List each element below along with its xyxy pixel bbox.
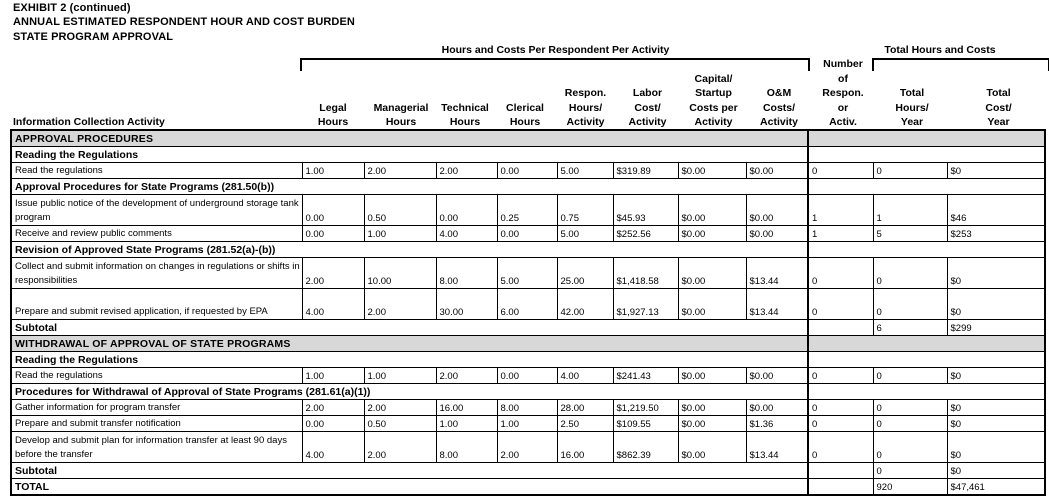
respon-hours-cell: 0.75: [557, 195, 613, 226]
respon-hours-cell: 5.00: [557, 226, 613, 242]
clerical-hours-cell: 1.00: [497, 416, 557, 432]
respon-hours-cell: 5.00: [557, 163, 613, 179]
legal-hours-cell: 2.00: [302, 400, 364, 416]
capital-cost-cell: $0.00: [678, 368, 746, 384]
number-respondents-cell: 0: [808, 400, 873, 416]
table-row: [11, 258, 1045, 289]
table-row: [11, 432, 1045, 463]
legal-hours-cell: 2.00: [302, 258, 364, 289]
table-row: [11, 416, 1045, 432]
total-cost-cell: $0: [947, 289, 1045, 320]
table-row: [11, 195, 1045, 226]
om-cost-cell: $13.44: [746, 258, 808, 289]
number-respondents-cell: 1: [808, 226, 873, 242]
total-cost-cell: $299: [947, 320, 1045, 336]
legal-hours-cell: 0.00: [302, 416, 364, 432]
labor-cost-cell: $1,418.58: [613, 258, 678, 289]
legal-hours-cell: 1.00: [302, 163, 364, 179]
om-cost-cell: $0.00: [746, 368, 808, 384]
total-cost-cell: $0: [947, 258, 1045, 289]
total-cost-cell: $0: [947, 416, 1045, 432]
table-row: [11, 400, 1045, 416]
om-cost-cell: $13.44: [746, 289, 808, 320]
activity-label: Gather information for program transfer: [11, 400, 302, 416]
section-blank: [808, 336, 1045, 352]
header-managerial-hours: Managerial Hours: [373, 101, 429, 129]
header-labor-cost: Labor Cost/ Activity: [628, 87, 667, 129]
subsection-header-row: [11, 179, 1045, 195]
labor-cost-cell: $1,219.50: [613, 400, 678, 416]
clerical-hours-cell: 0.25: [497, 195, 557, 226]
total-hours-cell: 0: [873, 463, 947, 479]
burden-table: [10, 129, 1046, 496]
activity-label: Issue public notice of the development of underground storage tank program: [11, 195, 302, 226]
capital-cost-cell: $0.00: [678, 400, 746, 416]
managerial-hours-cell: 1.00: [364, 368, 436, 384]
om-cost-cell: $13.44: [746, 432, 808, 463]
total-hours-cell: 5: [873, 226, 947, 242]
group-label-per-respondent: Hours and Costs Per Respondent Per Activity: [441, 44, 670, 56]
capital-cost-cell: $0.00: [678, 416, 746, 432]
table-row: [11, 368, 1045, 384]
legal-hours-cell: 4.00: [302, 289, 364, 320]
header-clerical-hours: Clerical Hours: [506, 101, 544, 129]
section-header-row: [11, 130, 1045, 147]
legal-hours-cell: 0.00: [302, 195, 364, 226]
subsection-blank: [808, 147, 1045, 163]
respon-hours-cell: 25.00: [557, 258, 613, 289]
number-respondents-cell: 0: [808, 163, 873, 179]
total-row: [11, 463, 1045, 479]
managerial-hours-cell: 10.00: [364, 258, 436, 289]
header-legal-hours: Legal Hours: [317, 101, 349, 129]
technical-hours-cell: 16.00: [436, 400, 497, 416]
technical-hours-cell: 2.00: [436, 163, 497, 179]
header-om-costs: O&M Costs/ Activity: [760, 87, 798, 129]
total-cost-cell: $0: [947, 432, 1045, 463]
subsection-header-row: [11, 242, 1045, 258]
total-row: [11, 320, 1045, 336]
total-cost-cell: $0: [947, 163, 1045, 179]
total-hours-cell: 1: [873, 195, 947, 226]
legal-hours-cell: 4.00: [302, 432, 364, 463]
subsection-header-row: [11, 147, 1045, 163]
total-hours-cell: 0: [873, 163, 947, 179]
labor-cost-cell: $252.56: [613, 226, 678, 242]
om-cost-cell: $1.36: [746, 416, 808, 432]
total-hours-cell: 0: [873, 368, 947, 384]
clerical-hours-cell: 8.00: [497, 400, 557, 416]
managerial-hours-cell: 2.00: [364, 289, 436, 320]
total-cost-cell: $47,461: [947, 479, 1045, 496]
total-hours-cell: 920: [873, 479, 947, 496]
om-cost-cell: $0.00: [746, 400, 808, 416]
total-number-cell: [808, 479, 873, 496]
labor-cost-cell: $109.55: [613, 416, 678, 432]
table-row: [11, 226, 1045, 242]
header-activity: Information Collection Activity: [13, 116, 165, 129]
clerical-hours-cell: 0.00: [497, 226, 557, 242]
clerical-hours-cell: 0.00: [497, 163, 557, 179]
header-number-respondents: Number of Respon. or Activ.: [822, 58, 864, 129]
clerical-hours-cell: 0.00: [497, 368, 557, 384]
header-total-cost: Total Cost/ Year: [985, 87, 1012, 129]
activity-label: Read the regulations: [11, 163, 302, 179]
total-number-cell: [808, 320, 873, 336]
managerial-hours-cell: 1.00: [364, 226, 436, 242]
subsection-blank: [808, 352, 1045, 368]
subsection-header-row: [11, 384, 1045, 400]
section-label: WITHDRAWAL OF APPROVAL OF STATE PROGRAMS: [11, 336, 808, 352]
legal-hours-cell: 1.00: [302, 368, 364, 384]
total-label: Subtotal: [11, 463, 808, 479]
exhibit-title-line-1: EXHIBIT 2 (continued): [13, 2, 131, 14]
header-technical-hours: Technical Hours: [441, 101, 489, 129]
managerial-hours-cell: 2.00: [364, 432, 436, 463]
total-cost-cell: $0: [947, 368, 1045, 384]
total-cost-cell: $46: [947, 195, 1045, 226]
total-number-cell: [808, 463, 873, 479]
number-respondents-cell: 0: [808, 368, 873, 384]
technical-hours-cell: 2.00: [436, 368, 497, 384]
clerical-hours-cell: 5.00: [497, 258, 557, 289]
respon-hours-cell: 4.00: [557, 368, 613, 384]
total-label: TOTAL: [11, 479, 808, 496]
technical-hours-cell: 0.00: [436, 195, 497, 226]
activity-label: Read the regulations: [11, 368, 302, 384]
respon-hours-cell: 42.00: [557, 289, 613, 320]
legal-hours-cell: 0.00: [302, 226, 364, 242]
total-cost-cell: $0: [947, 463, 1045, 479]
managerial-hours-cell: 2.00: [364, 400, 436, 416]
technical-hours-cell: 8.00: [436, 258, 497, 289]
table-row: [11, 163, 1045, 179]
total-row: [11, 479, 1045, 496]
managerial-hours-cell: 0.50: [364, 416, 436, 432]
activity-label: Collect and submit information on changes in regulations or shifts in responsibilities: [11, 258, 302, 289]
labor-cost-cell: $319.89: [613, 163, 678, 179]
section-label: APPROVAL PROCEDURES: [11, 130, 808, 147]
technical-hours-cell: 8.00: [436, 432, 497, 463]
activity-label: Develop and submit plan for information transfer at least 90 days before the transfer: [11, 432, 302, 463]
subsection-label: Procedures for Withdrawal of Approval of State Programs (281.61(a)(1)): [11, 384, 808, 400]
total-cost-cell: $253: [947, 226, 1045, 242]
number-respondents-cell: 0: [808, 416, 873, 432]
subsection-blank: [808, 384, 1045, 400]
respon-hours-cell: 16.00: [557, 432, 613, 463]
activity-label: Prepare and submit transfer notification: [11, 416, 302, 432]
section-header-row: [11, 336, 1045, 352]
group-label-totals: Total Hours and Costs: [884, 44, 996, 56]
labor-cost-cell: $1,927.13: [613, 289, 678, 320]
header-respon-hours: Respon. Hours/ Activity: [564, 87, 607, 129]
clerical-hours-cell: 2.00: [497, 432, 557, 463]
total-label: Subtotal: [11, 320, 808, 336]
header-capital-startup: Capital/ Startup Costs per Activity: [689, 72, 738, 129]
managerial-hours-cell: 2.00: [364, 163, 436, 179]
exhibit-title-line-3: STATE PROGRAM APPROVAL: [13, 31, 174, 43]
labor-cost-cell: $45.93: [613, 195, 678, 226]
number-respondents-cell: 0: [808, 432, 873, 463]
managerial-hours-cell: 0.50: [364, 195, 436, 226]
capital-cost-cell: $0.00: [678, 432, 746, 463]
labor-cost-cell: $862.39: [613, 432, 678, 463]
total-hours-cell: 0: [873, 289, 947, 320]
header-total-hours: Total Hours/ Year: [895, 87, 929, 129]
total-hours-cell: 0: [873, 416, 947, 432]
subsection-label: Reading the Regulations: [11, 147, 808, 163]
exhibit-title-line-2: ANNUAL ESTIMATED RESPONDENT HOUR AND COST BURDEN: [13, 16, 355, 28]
subsection-blank: [808, 242, 1045, 258]
capital-cost-cell: $0.00: [678, 226, 746, 242]
total-hours-cell: 0: [873, 432, 947, 463]
total-hours-cell: 0: [873, 400, 947, 416]
respon-hours-cell: 2.50: [557, 416, 613, 432]
labor-cost-cell: $241.43: [613, 368, 678, 384]
om-cost-cell: $0.00: [746, 195, 808, 226]
technical-hours-cell: 4.00: [436, 226, 497, 242]
total-cost-cell: $0: [947, 400, 1045, 416]
clerical-hours-cell: 6.00: [497, 289, 557, 320]
number-respondents-cell: 0: [808, 258, 873, 289]
om-cost-cell: $0.00: [746, 226, 808, 242]
number-respondents-cell: 0: [808, 289, 873, 320]
activity-label: Prepare and submit revised application, if requested by EPA: [11, 289, 302, 320]
respon-hours-cell: 28.00: [557, 400, 613, 416]
subsection-label: Reading the Regulations: [11, 352, 808, 368]
capital-cost-cell: $0.00: [678, 195, 746, 226]
activity-label: Receive and review public comments: [11, 226, 302, 242]
subsection-header-row: [11, 352, 1045, 368]
subsection-blank: [808, 179, 1045, 195]
total-hours-cell: 6: [873, 320, 947, 336]
om-cost-cell: $0.00: [746, 163, 808, 179]
subsection-label: Approval Procedures for State Programs (281.50(b)): [11, 179, 808, 195]
technical-hours-cell: 1.00: [436, 416, 497, 432]
subsection-label: Revision of Approved State Programs (281.52(a)-(b)): [11, 242, 808, 258]
capital-cost-cell: $0.00: [678, 258, 746, 289]
capital-cost-cell: $0.00: [678, 163, 746, 179]
total-hours-cell: 0: [873, 258, 947, 289]
number-respondents-cell: 1: [808, 195, 873, 226]
capital-cost-cell: $0.00: [678, 289, 746, 320]
table-row: [11, 289, 1045, 320]
technical-hours-cell: 30.00: [436, 289, 497, 320]
section-blank: [808, 130, 1045, 147]
